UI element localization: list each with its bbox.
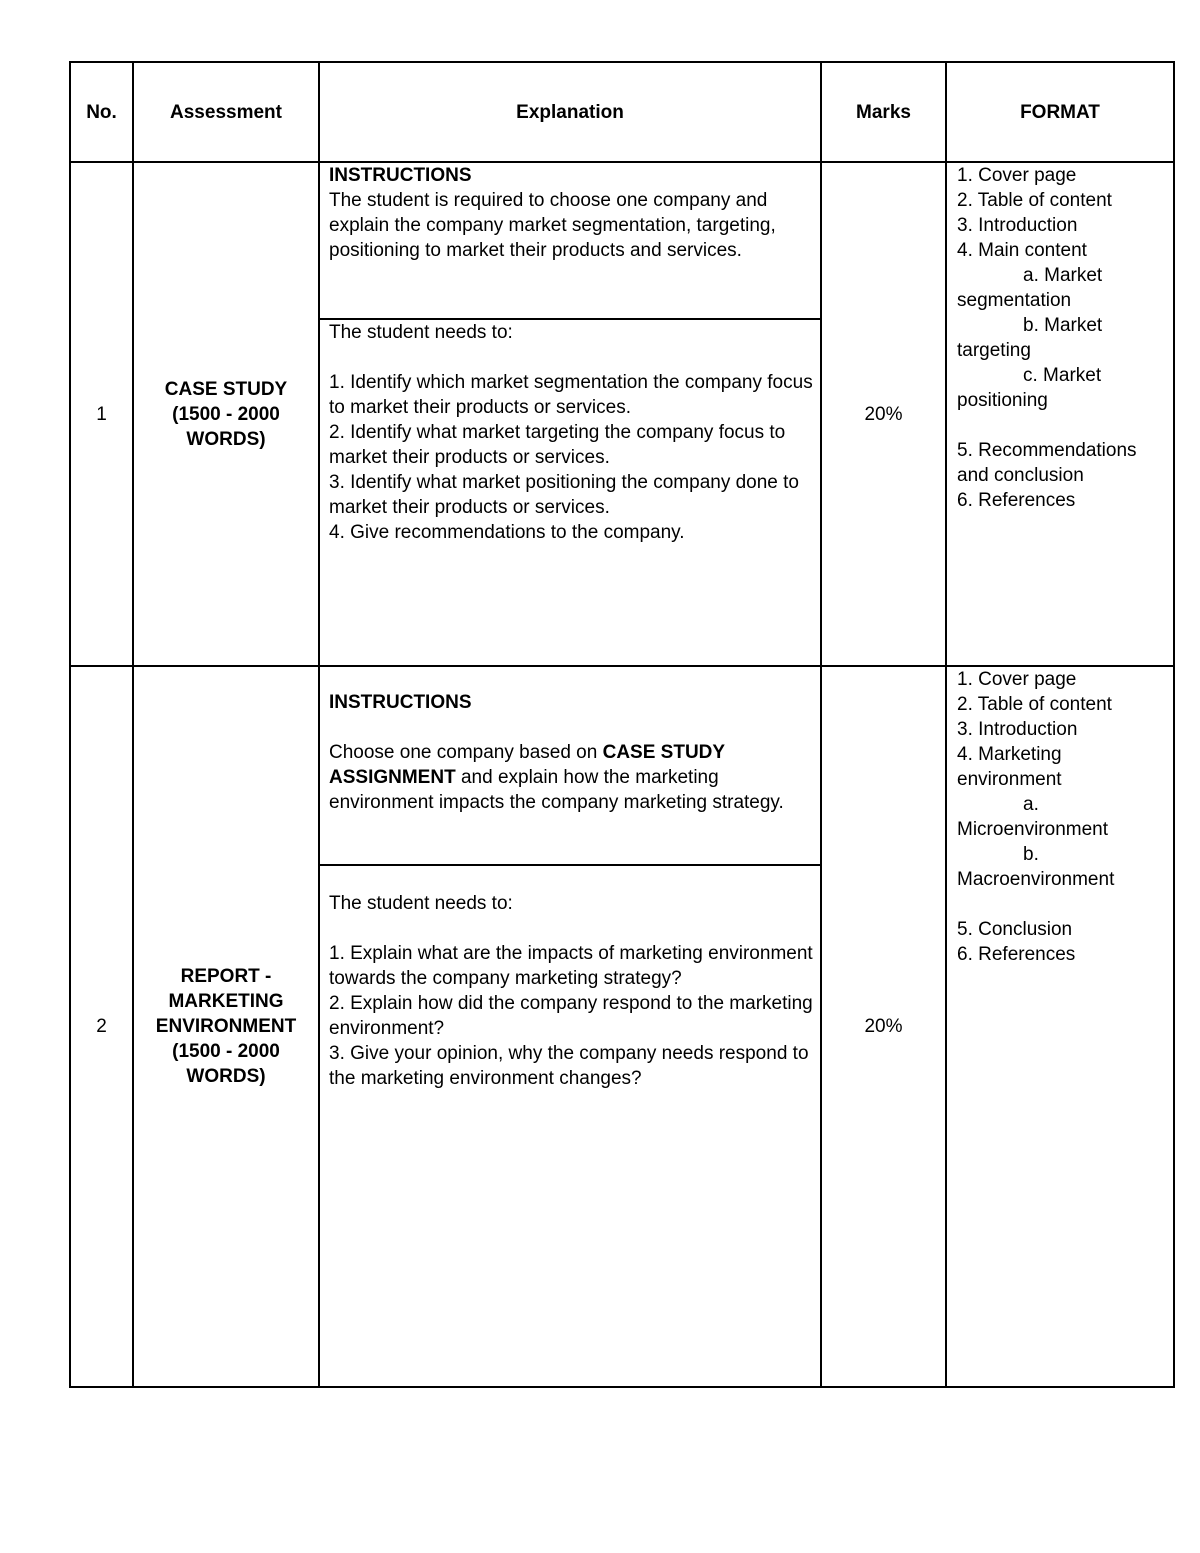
col-border-4 <box>945 61 947 1388</box>
row1-no: 1 <box>96 403 107 425</box>
col-border-2 <box>318 61 320 1388</box>
row1-marks: 20% <box>864 403 903 425</box>
row2-instructions-text <box>329 740 799 815</box>
row2-assessment-line3: ENVIRONMENT <box>155 1016 297 1037</box>
row1-format <box>957 163 1171 665</box>
explanation-divider-row2 <box>318 864 822 866</box>
row1-format-item: 1. Cover page <box>957 165 1077 186</box>
row2-needs <box>329 891 813 1381</box>
row1-instructions-heading: INSTRUCTIONS <box>329 165 472 186</box>
row1-assessment-line1: CASE STUDY <box>164 378 288 400</box>
header-assessment: Assessment <box>170 101 282 123</box>
row1-assessment-line2: (1500 - 2000 <box>172 403 280 425</box>
row2-format-sub-label: b. <box>1023 844 1039 865</box>
row2-marks: 20% <box>864 1016 903 1037</box>
row1-need-item: 4. Give recommendations to the company. <box>329 522 685 543</box>
row2-format-item: 1. Cover page <box>957 669 1077 690</box>
row1-format-sub-label: c. Market <box>1023 365 1102 386</box>
row2-need-item: 1. Explain what are the impacts of marketing environment towards the company marketing strategy? <box>329 943 813 989</box>
row1-need-item: 3. Identify what market positioning the company done to market their products or services. <box>329 472 799 518</box>
row2-assessment-line4: (1500 - 2000 <box>172 1041 280 1062</box>
row1-needs-heading: The student needs to: <box>329 322 513 343</box>
row1-assessment-line3: WORDS) <box>186 428 266 450</box>
row2-assessment-line1: REPORT - <box>180 966 272 987</box>
row1-needs <box>329 320 813 665</box>
row2-need-item: 2. Explain how did the company respond to the marketing environment? <box>329 993 813 1039</box>
row1-need-item: 2. Identify what market targeting the company focus to market their products or services. <box>329 422 786 468</box>
row1-format-item: 3. Introduction <box>957 215 1078 236</box>
header-marks: Marks <box>856 101 911 123</box>
row1-format-item: 6. References <box>957 490 1076 511</box>
row2-instructions-post: and explain how the marketing environment impacts the company marketing strategy. <box>329 767 784 813</box>
header-format: FORMAT <box>1020 101 1100 123</box>
row2-format <box>957 667 1171 1386</box>
row2-assessment-line5: WORDS) <box>186 1066 266 1087</box>
row1-format-item: 4. Main content <box>957 240 1087 261</box>
header-no: No. <box>86 101 117 123</box>
row2-format-item: 3. Introduction <box>957 719 1078 740</box>
table-border-bottom <box>69 1386 1175 1388</box>
row1-format-item: 5. Recommendations and conclusion <box>957 440 1137 486</box>
row1-format-sub-rest: targeting <box>957 340 1031 361</box>
row1-format-item: 2. Table of content <box>957 190 1112 211</box>
row2-format-sub-label: a. <box>1023 794 1039 815</box>
col-border-right <box>1173 61 1175 1388</box>
row2-format-item: 4. Marketing environment <box>957 744 1062 790</box>
row2-assessment-line2: MARKETING <box>168 991 284 1012</box>
row1-instructions-text: The student is required to choose one company and explain the company market segmentation, targeting, positioning to market their products and services. <box>329 190 776 261</box>
row1-format-sub-rest: segmentation <box>957 290 1072 311</box>
row2-format-item: 6. References <box>957 944 1076 965</box>
row2-instructions-heading: INSTRUCTIONS <box>329 692 472 713</box>
row1-format-sub-rest: positioning <box>957 390 1048 411</box>
row2-instructions-bold: CASE STUDY ASSIGNMENT <box>329 742 725 788</box>
row1-assessment <box>134 163 318 665</box>
row2-format-item: 5. Conclusion <box>957 919 1073 940</box>
row1-format-sub-label: b. Market <box>1023 315 1103 336</box>
row2-assessment <box>134 667 318 1386</box>
row2-no: 2 <box>96 1016 107 1037</box>
row2-instructions <box>329 690 799 862</box>
header-explanation: Explanation <box>516 101 624 123</box>
row2-format-sub-rest: Macroenvironment <box>957 869 1115 890</box>
row1-format-sub-label: a. Market <box>1023 265 1103 286</box>
row2-needs-heading: The student needs to: <box>329 893 513 914</box>
row2-instructions-pre: Choose one company based on <box>329 742 603 763</box>
row2-format-sub-rest: Microenvironment <box>957 819 1108 840</box>
row2-format-item: 2. Table of content <box>957 694 1112 715</box>
row1-instructions <box>329 163 813 318</box>
row1-need-item: 1. Identify which market segmentation the company focus to market their products or services. <box>329 372 813 418</box>
row2-need-item: 3. Give your opinion, why the company needs respond to the marketing environment changes? <box>329 1043 809 1089</box>
